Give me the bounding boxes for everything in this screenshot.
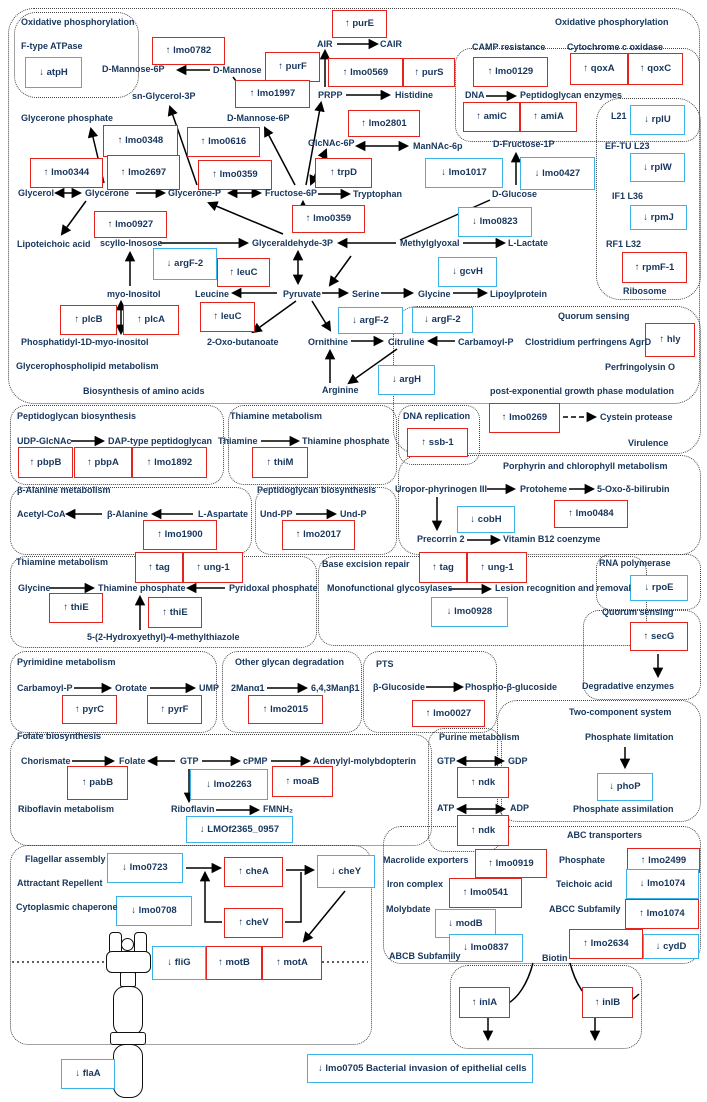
gene-box-moab: ↑ moaB — [272, 766, 333, 797]
label-serine: Serine — [352, 289, 380, 299]
label-gdp: GDP — [508, 756, 528, 766]
gene-box-lmo1017: ↓ lmo1017 — [425, 158, 503, 188]
gene-box-lmo1074: ↓ lmo1074 — [626, 869, 699, 899]
label-glucoside: β-Glucoside — [373, 682, 426, 692]
gene-box-purf: ↑ purF — [265, 52, 320, 82]
label-phosphatidyl-1d-myo-inositol: Phosphatidyl-1D-myo-inositol — [21, 337, 149, 347]
label-teichoic-acid: Teichoic acid — [556, 879, 613, 889]
label-molybdate: Molybdate — [386, 904, 431, 914]
label-macrolide-exporters: Macrolide exporters — [383, 855, 469, 865]
label-5-oxo-bilirubin: 5-Oxo-δ-bilirubin — [597, 484, 670, 494]
gene-box-atph: ↓ atpH — [25, 57, 82, 88]
label-protoheme: Protoheme — [520, 484, 568, 494]
gene-box-rpmf-1: ↑ rpmF-1 — [622, 252, 687, 283]
label-ump: UMP — [199, 683, 219, 693]
gene-box-lmo0484: ↑ lmo0484 — [554, 500, 628, 528]
label-alanine-metabolism: β-Alanine metabolism — [17, 485, 111, 495]
label-scyllo-inosose: scyllo-Inosose — [100, 238, 163, 248]
gene-box-rplw: ↓ rplW — [630, 153, 685, 182]
label-fmnh: FMNH₂ — [263, 804, 293, 814]
label-thiamine-metabolism: Thiamine metabolism — [230, 411, 323, 421]
label-d-fructose-1p: D-Fructose-1P — [493, 139, 555, 149]
gene-box-flaa: ↓ flaA — [61, 1059, 115, 1089]
label-other-glycan-degradation: Other glycan degradation — [235, 657, 345, 667]
label-abcb-subfamily: ABCB Subfamily — [389, 951, 461, 961]
label-sn-glycerol-3p: sn-Glycerol-3P — [132, 91, 196, 101]
label-2-oxo-butanoate: 2-Oxo-butanoate — [207, 337, 279, 347]
label-f-type-atpase: F-type ATPase — [21, 41, 83, 51]
label-dap-type-peptidoglycan: DAP-type peptidoglycan — [108, 436, 213, 446]
label-2man-1: 2Manα1 — [231, 683, 265, 693]
label-iron-complex: Iron complex — [387, 879, 444, 889]
gene-box-lmo0348: ↑ lmo0348 — [103, 125, 178, 157]
gene-box-lmo0823: ↓ lmo0823 — [458, 207, 532, 237]
label-quorum-sensing: Quorum sensing — [602, 607, 674, 617]
label-cystein-protease: Cystein protease — [600, 412, 673, 422]
label-purine-metabolism: Purine metabolism — [439, 732, 520, 742]
label-glycerone-phosphate: Glycerone phosphate — [21, 113, 114, 123]
gene-box-ung-1: ↑ ung-1 — [467, 552, 527, 583]
label-oxidative-phosphorylation: Oxidative phosphorylation — [555, 17, 669, 27]
gene-box-pyrc: ↑ pyrC — [62, 695, 117, 724]
gene-box-ndk: ↑ ndk — [457, 815, 509, 846]
label-glcnac-6p: GlcNAc-6P — [308, 138, 355, 148]
label-biosynthesis-of-amino-acids: Biosynthesis of amino acids — [83, 386, 205, 396]
label-tryptophan: Tryptophan — [353, 189, 402, 199]
label-pyruvate: Pyruvate — [283, 289, 322, 299]
label-perfringolysin-o: Perfringolysin O — [605, 362, 676, 372]
gene-box-argf-2: ↓ argF-2 — [412, 307, 473, 333]
label-attractant-repellent: Attractant Repellent — [17, 878, 103, 888]
label-mannac-6p: ManNAc-6p — [413, 141, 463, 151]
label-orotate: Orotate — [115, 683, 148, 693]
label-riboflavin: Riboflavin — [171, 804, 215, 814]
gene-box-amic: ↑ amiC — [463, 102, 520, 132]
gene-box-amia: ↑ amiA — [520, 102, 577, 132]
label-glycerol: Glycerol — [18, 188, 55, 198]
gene-box-lmo0616: ↑ lmo0616 — [187, 127, 260, 157]
gene-box-lmo1074: ↑ lmo1074 — [625, 899, 699, 929]
label-cytochrome-c-oxidase: Cytochrome c oxidase — [567, 42, 664, 52]
label-d-mannose-6p: D-Mannose-6P — [102, 64, 165, 74]
gene-box-pyrf: ↑ pyrF — [147, 695, 202, 724]
label-l-lactate: L-Lactate — [508, 238, 549, 248]
label-peptidoglycan-biosynthesis: Peptidoglycan biosynthesis — [257, 485, 377, 495]
label-cytoplasmic-chaperone: Cytoplasmic chaperone — [16, 902, 118, 912]
label-gtp: GTP — [437, 756, 456, 766]
label-riboflavin-metabolism: Riboflavin metabolism — [18, 804, 115, 814]
label-histidine: Histidine — [395, 90, 434, 100]
gene-box-lmo2634: ↑ lmo2634 — [569, 929, 643, 959]
label-methylglyoxal: Methylglyoxal — [400, 238, 460, 248]
label-l21: L21 — [611, 111, 627, 121]
label-pyridoxal-phosphate: Pyridoxal phosphate — [229, 583, 318, 593]
gene-box-tag: ↑ tag — [135, 552, 183, 583]
label-lesion-recognition-and-removal: Lesion recognition and removal — [495, 583, 632, 593]
label-carbamoyl-p: Carbamoyl-P — [17, 683, 73, 693]
label-abcc-subfamily: ABCC Subfamily — [549, 904, 621, 914]
label-phospho-glucoside: Phospho-β-glucoside — [465, 682, 557, 692]
label-peptidoglycan-biosynthesis: Peptidoglycan biosynthesis — [17, 411, 137, 421]
label-rf1-l32: RF1 L32 — [606, 239, 642, 249]
gene-box-thie: ↑ thiE — [49, 593, 103, 623]
gene-box-argf-2: ↓ argF-2 — [338, 307, 403, 334]
gene-box-lmo0928: ↓ lmo0928 — [431, 597, 508, 627]
gene-box-lmo1892: ↑ lmo1892 — [132, 447, 207, 478]
label-d-mannose-6p: D-Mannose-6P — [227, 113, 290, 123]
gene-box-lmo0129: ↑ lmo0129 — [473, 57, 548, 87]
gene-box-plcb: ↑ plcB — [60, 305, 117, 335]
label-clostridium-perfringens-agrd: Clostridium perfringens AgrD — [525, 337, 652, 347]
gene-box-rpoe: ↓ rpoE — [630, 575, 688, 601]
gene-box-plca: ↑ plcA — [123, 305, 179, 335]
gene-box-pabb: ↑ pabB — [67, 766, 128, 800]
label-und-p: Und-P — [340, 509, 367, 519]
label-chorismate: Chorismate — [21, 756, 71, 766]
gene-box-lmo2801: ↑ lmo2801 — [348, 110, 420, 137]
label-degradative-enzymes: Degradative enzymes — [582, 681, 675, 691]
label-6-4-3man-1: 6,4,3Manβ1 — [311, 683, 360, 693]
gene-box-lmo0782: ↑ lmo0782 — [152, 37, 225, 65]
gene-box-ssb-1: ↑ ssb-1 — [407, 428, 468, 457]
gene-box-chev: ↑ cheV — [224, 908, 283, 938]
gene-box-lmo0708: ↓ lmo0708 — [116, 896, 192, 926]
gene-box-chey: ↓ cheY — [317, 855, 375, 888]
label-glycerophospholipid-metabolism: Glycerophospholipid metabolism — [16, 361, 159, 371]
gene-box-lmo0541: ↑ lmo0541 — [449, 878, 522, 908]
label-5-2-hydroxyethyl-4-methylthiazole: 5-(2-Hydroxyethyl)-4-methylthiazole — [87, 632, 240, 642]
gene-box-lmo2697: ↑ lmo2697 — [107, 155, 180, 190]
label-l-aspartate: L-Aspartate — [198, 509, 249, 519]
gene-box-flig: ↓ fliG — [152, 946, 206, 980]
label-myo-inositol: myo-Inositol — [107, 289, 161, 299]
label-gtp: GTP — [180, 756, 199, 766]
gene-box-inlb: ↑ inlB — [582, 987, 633, 1018]
label-precorrin-2: Precorrin 2 — [417, 534, 465, 544]
label-phosphate-limitation: Phosphate limitation — [585, 732, 674, 742]
label-alanine: β-Alanine — [107, 509, 148, 519]
label-pts: PTS — [376, 659, 394, 669]
label-base-excision-repair: Base excision repair — [322, 559, 410, 569]
label-glycine: Glycine — [418, 289, 451, 299]
gene-box-trpd: ↑ trpD — [315, 158, 372, 188]
label-citruline: Citruline — [388, 337, 425, 347]
gene-box-lmo0027: ↑ lmo0027 — [412, 700, 485, 727]
gene-box-motb: ↑ motB — [206, 946, 262, 980]
gene-box-lmo0919: ↑ lmo0919 — [475, 849, 547, 878]
label-carbamoyl-p: Carbamoyl-P — [458, 337, 514, 347]
gene-box-pbpb: ↑ pbpB — [18, 447, 73, 478]
gene-box-pure: ↑ purE — [332, 10, 387, 38]
label-phosphate-assimilation: Phosphate assimilation — [573, 804, 674, 814]
label-d-mannose: D-Mannose — [213, 65, 262, 75]
label-glyceraldehyde-3p: Glyceraldehyde-3P — [252, 238, 334, 248]
label-thiamine-phosphate: Thiamine phosphate — [302, 436, 390, 446]
label-ribosome: Ribosome — [623, 286, 667, 296]
gene-box-leuc: ↑ leuC — [217, 258, 270, 287]
gene-box-ung-1: ↑ ung-1 — [183, 552, 243, 583]
label-if1-l36: IF1 L36 — [612, 191, 644, 201]
gene-box-secg: ↑ secG — [630, 622, 688, 651]
label-porphyrin-and-chlorophyll-metabolism: Porphyrin and chlorophyll metabolism — [503, 461, 668, 471]
label-thiamine: Thiamine — [218, 436, 258, 446]
label-monofunctional-glycosylases: Monofunctional glycosylases — [327, 583, 453, 593]
label-dna: DNA — [465, 90, 485, 100]
gene-box-lmo1997: ↑ lmo1997 — [235, 80, 310, 108]
label-rna-polymerase: RNA polymerase — [599, 558, 671, 568]
label-cpmp: cPMP — [243, 756, 268, 766]
gene-box-lmo0359: ↑ lmo0359 — [198, 160, 272, 190]
gene-box-hly: ↑ hly — [645, 323, 695, 357]
gene-box-lmo0359: ↑ lmo0359 — [292, 205, 365, 233]
label-lipoylprotein: Lipoylprotein — [490, 289, 547, 299]
gene-box-lmo0705-bacterial-invasion-of-epithelial-cells: ↓ lmo0705 Bacterial invasion of epithelial cells — [307, 1054, 533, 1083]
label-lipoteichoic-acid: Lipoteichoic acid — [17, 239, 91, 249]
gene-box-lmo2263: ↓ lmo2263 — [190, 769, 268, 800]
label-quorum-sensing: Quorum sensing — [558, 311, 630, 321]
label-ef-tu-l23: EF-TU L23 — [605, 141, 650, 151]
gene-box-lmo1900: ↑ lmo1900 — [143, 520, 217, 550]
label-ornithine: Ornithine — [308, 337, 348, 347]
label-und-pp: Und-PP — [260, 509, 293, 519]
gene-box-lmo0344: ↑ lmo0344 — [30, 158, 103, 188]
gene-box-cobh: ↓ cobH — [457, 506, 515, 533]
gene-box-qoxa: ↑ qoxA — [570, 53, 628, 85]
gene-box-qoxc: ↑ qoxC — [628, 53, 683, 85]
label-folate-biosynthesis: Folate biosynthesis — [17, 731, 102, 741]
label-adenylyl-molybdopterin: Adenylyl-molybdopterin — [313, 756, 417, 766]
gene-box-inla: ↑ inlA — [459, 987, 510, 1018]
label-d-glucose: D-Glucose — [492, 189, 538, 199]
gene-box-argh: ↓ argH — [378, 365, 435, 395]
label-leucine: Leucine — [195, 289, 230, 299]
gene-box-rplu: ↓ rplU — [630, 105, 685, 135]
gene-box-mota: ↑ motA — [262, 946, 322, 980]
gene-box-thie: ↑ thiE — [148, 597, 202, 628]
label-glycerone-p: Glycerone-P — [168, 188, 222, 198]
label-atp: ATP — [437, 803, 455, 813]
gene-box-lmo0927: ↑ lmo0927 — [94, 211, 167, 238]
gene-box-lmo0837: ↓ lmo0837 — [449, 934, 523, 962]
label-acetyl-coa: Acetyl-CoA — [17, 509, 66, 519]
gene-box-leuc: ↑ leuC — [200, 302, 255, 332]
gene-box-chea: ↑ cheA — [224, 857, 283, 887]
gene-box-argf-2: ↓ argF-2 — [153, 248, 217, 280]
gene-box-lmo0569: ↑ lmo0569 — [328, 58, 403, 87]
label-glycerone: Glycerone — [85, 188, 130, 198]
label-biotin: Biotin — [542, 953, 568, 963]
label-prpp: PRPP — [318, 90, 343, 100]
label-air: AIR — [317, 39, 333, 49]
label-cair: CAIR — [380, 39, 402, 49]
gene-box-lmo0427: ↓ lmo0427 — [520, 157, 595, 190]
gene-box-phop: ↓ phoP — [597, 773, 653, 801]
gene-box-lmo0269: ↑ lmo0269 — [489, 403, 560, 433]
label-phosphate: Phosphate — [559, 855, 606, 865]
gene-box-gcvh: ↓ gcvH — [438, 257, 497, 287]
gene-box-purs: ↑ purS — [403, 58, 455, 87]
label-post-exponential-growth-phase-modulation: post-exponential growth phase modulation — [490, 386, 675, 396]
label-peptidoglycan-enzymes: Peptidoglycan enzymes — [520, 90, 623, 100]
label-uropor-phyrinogen-iii: Uropor-phyrinogen III — [395, 484, 487, 494]
gene-box-lmof2365-0957: ↓ LMOf2365_0957 — [186, 816, 293, 843]
label-camp-resistance: CAMP resistance — [472, 42, 546, 52]
gene-box-lmo2499: ↑ lmo2499 — [627, 848, 700, 873]
gene-box-ndk: ↑ ndk — [457, 767, 509, 798]
label-two-component-system: Two-component system — [569, 707, 672, 717]
label-arginine: Arginine — [322, 385, 359, 395]
label-adp: ADP — [510, 803, 530, 813]
label-abc-transporters: ABC transporters — [567, 830, 643, 840]
label-flagellar-assembly: Flagellar assembly — [25, 854, 106, 864]
label-folate: Folate — [119, 756, 146, 766]
label-udp-glcnac: UDP-GlcNAc — [17, 436, 72, 446]
gene-box-tag: ↑ tag — [419, 552, 467, 583]
label-thiamine-phosphate: Thiamine phosphate — [98, 583, 186, 593]
label-thiamine-metabolism: Thiamine metabolism — [16, 557, 109, 567]
label-glycine: Glycine — [18, 583, 51, 593]
gene-box-thim: ↑ thiM — [252, 447, 308, 478]
gene-box-lmo2015: ↑ lmo2015 — [248, 695, 323, 724]
gene-box-lmo0723: ↓ lmo0723 — [107, 853, 183, 883]
gene-box-modb: ↓ modB — [435, 909, 496, 938]
label-pyrimidine-metabolism: Pyrimidine metabolism — [17, 657, 116, 667]
label-vitamin-b12-coenzyme: Vitamin B12 coenzyme — [503, 534, 601, 544]
gene-box-cydd: ↓ cydD — [643, 934, 699, 959]
label-dna-replication: DNA replication — [403, 411, 471, 421]
gene-box-pbpa: ↑ pbpA — [74, 447, 132, 478]
label-oxidative-phosphorylation: Oxidative phosphorylation — [21, 17, 135, 27]
label-virulence: Virulence — [628, 438, 669, 448]
label-fructose-6p: Fructose-6P — [265, 188, 318, 198]
gene-box-lmo2017: ↑ lmo2017 — [282, 520, 355, 550]
gene-box-rpmj: ↓ rpmJ — [630, 205, 687, 230]
